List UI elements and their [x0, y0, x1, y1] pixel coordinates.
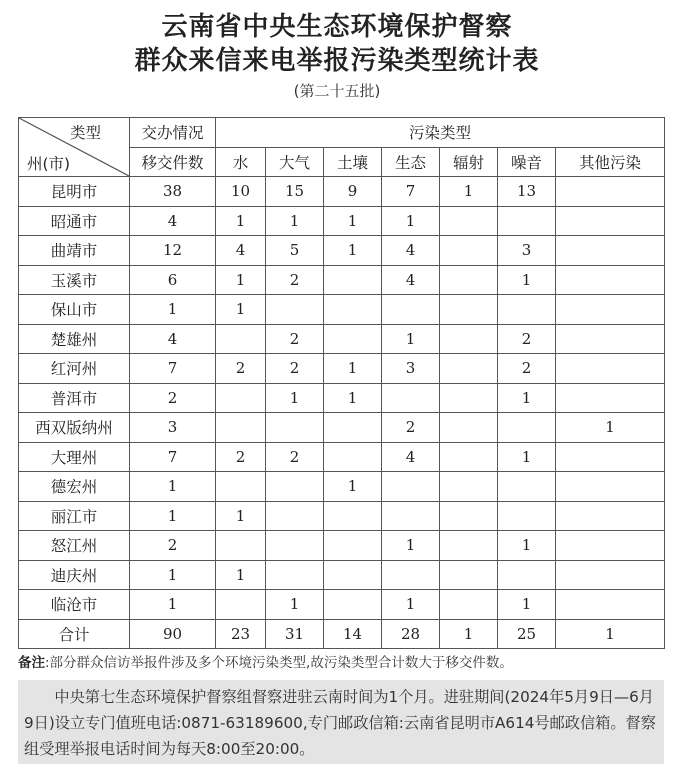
value-cell: 3: [382, 354, 440, 384]
value-cell: 12: [130, 236, 216, 266]
value-cell: [556, 206, 665, 236]
contact-info-box: 中央第七生态环境保护督察组督察进驻云南时间为1个月。进驻期间(2024年5月9日—6月9日)设立专门值班电话:0871-63189600,专门邮政信箱:云南省昆明市A614号邮政信箱。督察组受理举报电话时间为每天8:00至20:00。: [18, 680, 664, 764]
value-cell: [440, 265, 498, 295]
total-row: [19, 619, 665, 649]
value-cell: 1: [382, 206, 440, 236]
value-cell: [556, 177, 665, 207]
table-row: [19, 560, 665, 590]
value-cell: [556, 442, 665, 472]
city-cell: 怒江州: [19, 531, 130, 561]
table-row: [19, 354, 665, 384]
value-cell: 10: [216, 177, 266, 207]
table-note: [18, 651, 668, 671]
value-cell: [266, 472, 324, 502]
value-cell: [216, 413, 266, 443]
value-cell: 15: [266, 177, 324, 207]
city-cell: 临沧市: [19, 590, 130, 620]
value-cell: 1: [556, 619, 665, 649]
value-cell: 2: [130, 383, 216, 413]
value-cell: 2: [266, 324, 324, 354]
value-cell: 1: [130, 501, 216, 531]
value-cell: 1: [440, 177, 498, 207]
value-cell: 3: [498, 236, 556, 266]
value-cell: [440, 206, 498, 236]
value-cell: 1: [216, 265, 266, 295]
value-cell: [324, 501, 382, 531]
value-cell: [556, 472, 665, 502]
value-cell: 28: [382, 619, 440, 649]
value-cell: 1: [498, 265, 556, 295]
column-header: 土壤: [324, 147, 382, 177]
value-cell: [440, 354, 498, 384]
value-cell: 2: [216, 442, 266, 472]
note-label: 备注: [18, 655, 45, 671]
column-header: 噪音: [498, 147, 556, 177]
value-cell: [324, 295, 382, 325]
value-cell: [556, 354, 665, 384]
value-cell: 4: [382, 236, 440, 266]
value-cell: 38: [130, 177, 216, 207]
value-cell: [216, 324, 266, 354]
value-cell: 4: [130, 324, 216, 354]
value-cell: 1: [556, 413, 665, 443]
value-cell: [324, 265, 382, 295]
value-cell: [556, 590, 665, 620]
value-cell: 14: [324, 619, 382, 649]
value-cell: 1: [216, 295, 266, 325]
value-cell: 2: [266, 265, 324, 295]
value-cell: 13: [498, 177, 556, 207]
column-header: 大气: [266, 147, 324, 177]
value-cell: [324, 531, 382, 561]
table-row: [19, 324, 665, 354]
value-cell: 1: [382, 590, 440, 620]
column-header: 移交件数: [130, 147, 216, 177]
value-cell: [556, 560, 665, 590]
value-cell: [556, 236, 665, 266]
value-cell: [440, 383, 498, 413]
value-cell: [440, 501, 498, 531]
table-row: [19, 590, 665, 620]
value-cell: 3: [130, 413, 216, 443]
value-cell: 9: [324, 177, 382, 207]
city-cell: 楚雄州: [19, 324, 130, 354]
value-cell: [266, 295, 324, 325]
value-cell: 2: [266, 354, 324, 384]
value-cell: [556, 265, 665, 295]
value-cell: 6: [130, 265, 216, 295]
column-header: 生态: [382, 147, 440, 177]
value-cell: [382, 472, 440, 502]
value-cell: [324, 560, 382, 590]
value-cell: 4: [216, 236, 266, 266]
value-cell: [440, 442, 498, 472]
city-cell: 西双版纳州: [19, 413, 130, 443]
title-line-1: 云南省中央生态环境保护督察: [161, 12, 513, 42]
city-cell: 昭通市: [19, 206, 130, 236]
value-cell: 1: [324, 236, 382, 266]
value-cell: [440, 324, 498, 354]
value-cell: [440, 531, 498, 561]
value-cell: [216, 472, 266, 502]
corner-header: [19, 118, 130, 177]
value-cell: [440, 295, 498, 325]
value-cell: 1: [130, 472, 216, 502]
table-row: [19, 501, 665, 531]
value-cell: 4: [130, 206, 216, 236]
value-cell: [266, 560, 324, 590]
value-cell: [266, 531, 324, 561]
value-cell: [216, 383, 266, 413]
value-cell: 1: [130, 590, 216, 620]
value-cell: 1: [324, 206, 382, 236]
value-cell: 1: [216, 206, 266, 236]
value-cell: 1: [498, 442, 556, 472]
table-row: [19, 531, 665, 561]
value-cell: 2: [498, 354, 556, 384]
table-row: [19, 265, 665, 295]
value-cell: 90: [130, 619, 216, 649]
value-cell: [556, 501, 665, 531]
value-cell: 31: [266, 619, 324, 649]
pollution-stats-table: [18, 117, 665, 649]
city-cell: 德宏州: [19, 472, 130, 502]
value-cell: [324, 590, 382, 620]
column-header: 其他污染: [556, 147, 665, 177]
value-cell: [324, 442, 382, 472]
value-cell: [498, 295, 556, 325]
city-cell: 迪庆州: [19, 560, 130, 590]
title-line-2: 群众来信来电举报污染类型统计表: [134, 46, 540, 76]
city-cell: 普洱市: [19, 383, 130, 413]
column-header: 水: [216, 147, 266, 177]
value-cell: [216, 531, 266, 561]
value-cell: [556, 295, 665, 325]
value-cell: 1: [130, 295, 216, 325]
value-cell: [382, 501, 440, 531]
value-cell: 4: [382, 265, 440, 295]
value-cell: [440, 413, 498, 443]
value-cell: [498, 560, 556, 590]
value-cell: [556, 324, 665, 354]
value-cell: 2: [216, 354, 266, 384]
table-row: [19, 442, 665, 472]
value-cell: [498, 413, 556, 443]
city-cell: 曲靖市: [19, 236, 130, 266]
value-cell: 2: [382, 413, 440, 443]
value-cell: [382, 560, 440, 590]
value-cell: 1: [266, 383, 324, 413]
table-row: [19, 236, 665, 266]
value-cell: 1: [382, 324, 440, 354]
value-cell: 1: [440, 619, 498, 649]
value-cell: 7: [382, 177, 440, 207]
value-cell: [266, 413, 324, 443]
city-cell: 合计: [19, 619, 130, 649]
value-cell: 1: [498, 590, 556, 620]
batch-label: (第二十五批): [293, 82, 381, 100]
value-cell: [324, 324, 382, 354]
value-cell: [498, 472, 556, 502]
table-row: [19, 413, 665, 443]
value-cell: [216, 590, 266, 620]
value-cell: 4: [382, 442, 440, 472]
value-cell: [266, 501, 324, 531]
city-cell: 丽江市: [19, 501, 130, 531]
column-header: 辐射: [440, 147, 498, 177]
value-cell: 7: [130, 442, 216, 472]
value-cell: 25: [498, 619, 556, 649]
table-row: [19, 472, 665, 502]
value-cell: 1: [216, 501, 266, 531]
value-cell: [324, 413, 382, 443]
value-cell: 1: [382, 531, 440, 561]
value-cell: [440, 560, 498, 590]
value-cell: 1: [266, 206, 324, 236]
value-cell: [556, 383, 665, 413]
value-cell: 1: [266, 590, 324, 620]
table-row: [19, 206, 665, 236]
value-cell: [440, 590, 498, 620]
value-cell: 1: [216, 560, 266, 590]
value-cell: 1: [130, 560, 216, 590]
city-cell: 红河州: [19, 354, 130, 384]
value-cell: 1: [498, 531, 556, 561]
value-cell: 5: [266, 236, 324, 266]
table-row: [19, 383, 665, 413]
value-cell: [498, 206, 556, 236]
corner-type-label: 类型: [69, 124, 101, 142]
value-cell: [498, 501, 556, 531]
note-text: :部分群众信访举报件涉及多个环境污染类型,故污染类型合计数大于移交件数。: [45, 655, 513, 671]
value-cell: [382, 295, 440, 325]
value-cell: 2: [130, 531, 216, 561]
value-cell: 1: [324, 354, 382, 384]
value-cell: [440, 472, 498, 502]
city-cell: 玉溪市: [19, 265, 130, 295]
city-cell: 保山市: [19, 295, 130, 325]
value-cell: 1: [324, 383, 382, 413]
group-header-transfer: 交办情况: [130, 118, 216, 148]
value-cell: [440, 236, 498, 266]
city-cell: 大理州: [19, 442, 130, 472]
group-header-pollution: 污染类型: [216, 118, 665, 148]
value-cell: 1: [498, 383, 556, 413]
value-cell: 1: [324, 472, 382, 502]
table-row: [19, 295, 665, 325]
value-cell: 2: [266, 442, 324, 472]
table-row: [19, 177, 665, 207]
value-cell: [382, 383, 440, 413]
value-cell: 23: [216, 619, 266, 649]
value-cell: 7: [130, 354, 216, 384]
value-cell: [556, 531, 665, 561]
city-cell: 昆明市: [19, 177, 130, 207]
value-cell: 2: [498, 324, 556, 354]
corner-city-label: 州(市): [27, 155, 71, 173]
